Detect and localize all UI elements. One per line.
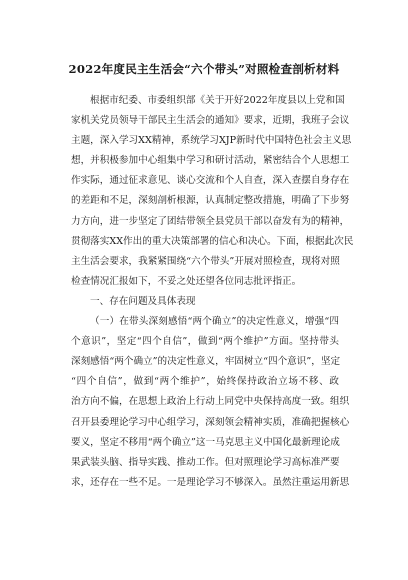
text-line: 个意识”，坚定“四个自信”，做到“两个维护”方面。坚持带头 <box>71 336 339 348</box>
text-line: 检查情况汇报如下，不妥之处还望各位同志批评指正。 <box>71 275 302 287</box>
text-line: 贯彻落实XX作出的重大决策部署的信心和决心。下面，根据此次民 <box>71 235 354 247</box>
text-line: 治方向不偏，在思想上政治上行动上同党中央保持高度一致。组织 <box>71 396 350 408</box>
text-line: 家机关党员领导干部民主生活会的通知》要求，近期，我班子会议 <box>71 115 350 127</box>
intro-paragraph <box>71 91 354 292</box>
text-line: 想，并积极参加中心组集中学习和研讨活动，紧密结合个人思想工 <box>71 155 350 167</box>
text-line: 深刻感悟“两个确立”的决定性意义，牢固树立“四个意识”，坚定 <box>71 356 341 368</box>
section-heading: 一、存在问题及具体表现 <box>90 295 196 307</box>
text-line: 要义，坚定不移用“两个确立”这一马克思主义中国化最新理论成 <box>71 436 340 448</box>
text-line: （一）在带头深刻感悟“两个确立”的决定性意义，增强“四 <box>90 316 339 328</box>
text-line: 的差距和不足，深刻剖析根源，认真制定整改措施，明确了下步努 <box>71 195 350 207</box>
text-line: 主生活会要求，我紧紧围绕“六个带头”开展对照检查，现将对照 <box>71 255 340 267</box>
text-line: 力方向，进一步坚定了团结带领全县党员干部以奋发有为的精神， <box>71 215 350 227</box>
text-line: 根据市纪委、市委组织部《关于开好2022年度县以上党和国 <box>90 95 345 106</box>
document-title: 2022年度民主生活会“六个带头”对照检查剖析材料 <box>68 62 340 76</box>
text-line: 作实际，通过征求意见、谈心交流和个人自查，深入查摆自身存在 <box>71 175 350 187</box>
text-line: 果武装头脑、指导实践、推动工作。但对照理论学习高标准严要 <box>71 456 340 468</box>
text-line: 主题，深入学习XX精神，系统学习XJP新时代中国特色社会主义思 <box>71 135 352 147</box>
document-body <box>71 91 354 493</box>
section-paragraph <box>71 312 350 493</box>
text-line: 召开县委理论学习中心组学习，深刻领会精神实质，准确把握核心 <box>71 416 350 428</box>
text-line: 求，还存在一些不足。一是理论学习不够深入。虽然注重运用新思 <box>71 476 350 488</box>
text-line: “四个自信”，做到“两个维护”，始终保持政治立场不移、政 <box>71 376 339 388</box>
